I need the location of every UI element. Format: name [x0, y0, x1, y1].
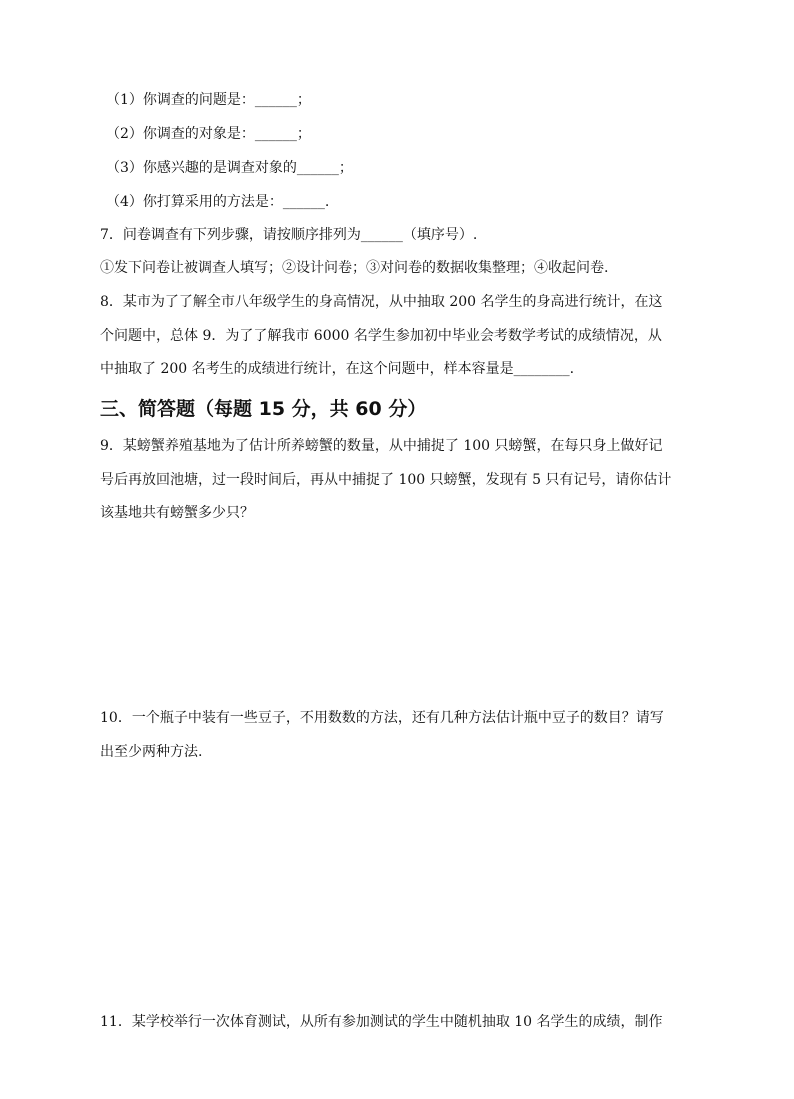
question-7-text: 7．问卷调查有下列步骤，请按顺序排列为______（填序号）.: [100, 227, 478, 243]
fill-in-sub-question-1: （1）你调查的问题是：______；: [106, 92, 311, 108]
question-11-line-1: 11．某学校举行一次体育测试，从所有参加测试的学生中随机抽取 10 名学生的成绩，制作: [100, 1014, 663, 1030]
question-8-line-1: 8．某市为了了解全市八年级学生的身高情况，从中抽取 200 名学生的身高进行统计，在这: [100, 294, 663, 310]
question-8-line-3: 中抽取了 200 名考生的成绩进行统计，在这个问题中，样本容量是________.: [100, 361, 575, 377]
fill-in-sub-question-3: （3）你感兴趣的是调查对象的______；: [106, 160, 353, 176]
fill-in-sub-question-2: （2）你调查的对象是：______；: [106, 126, 311, 142]
section-heading-short-answer: 三、简答题（每题 15 分，共 60 分）: [100, 398, 427, 420]
question-9-line-1: 9．某螃蟹养殖基地为了估计所养螃蟹的数量，从中捕捉了 100 只螃蟹，在每只身上做好记: [100, 438, 663, 454]
question-9-line-3: 该基地共有螃蟹多少只？: [100, 505, 254, 521]
fill-in-sub-question-4: （4）你打算采用的方法是：______.: [106, 194, 330, 210]
question-10-line-2: 出至少两种方法.: [100, 744, 203, 760]
question-10-line-1: 10．一个瓶子中装有一些豆子，不用数数的方法，还有几种方法估计瓶中豆子的数目？请写: [100, 710, 664, 726]
question-8-line-2: 个问题中，总体 9．为了了解我市 6000 名学生参加初中毕业会考数学考试的成绩情况，从: [100, 328, 662, 344]
question-9-line-2: 号后再放回池塘，过一段时间后，再从中捕捉了 100 只螃蟹，发现有 5 只有记号，请你估计: [100, 472, 672, 488]
question-7-steps: ①发下问卷让被调查人填写；②设计问卷；③对问卷的数据收集整理；④收起问卷.: [100, 260, 609, 276]
